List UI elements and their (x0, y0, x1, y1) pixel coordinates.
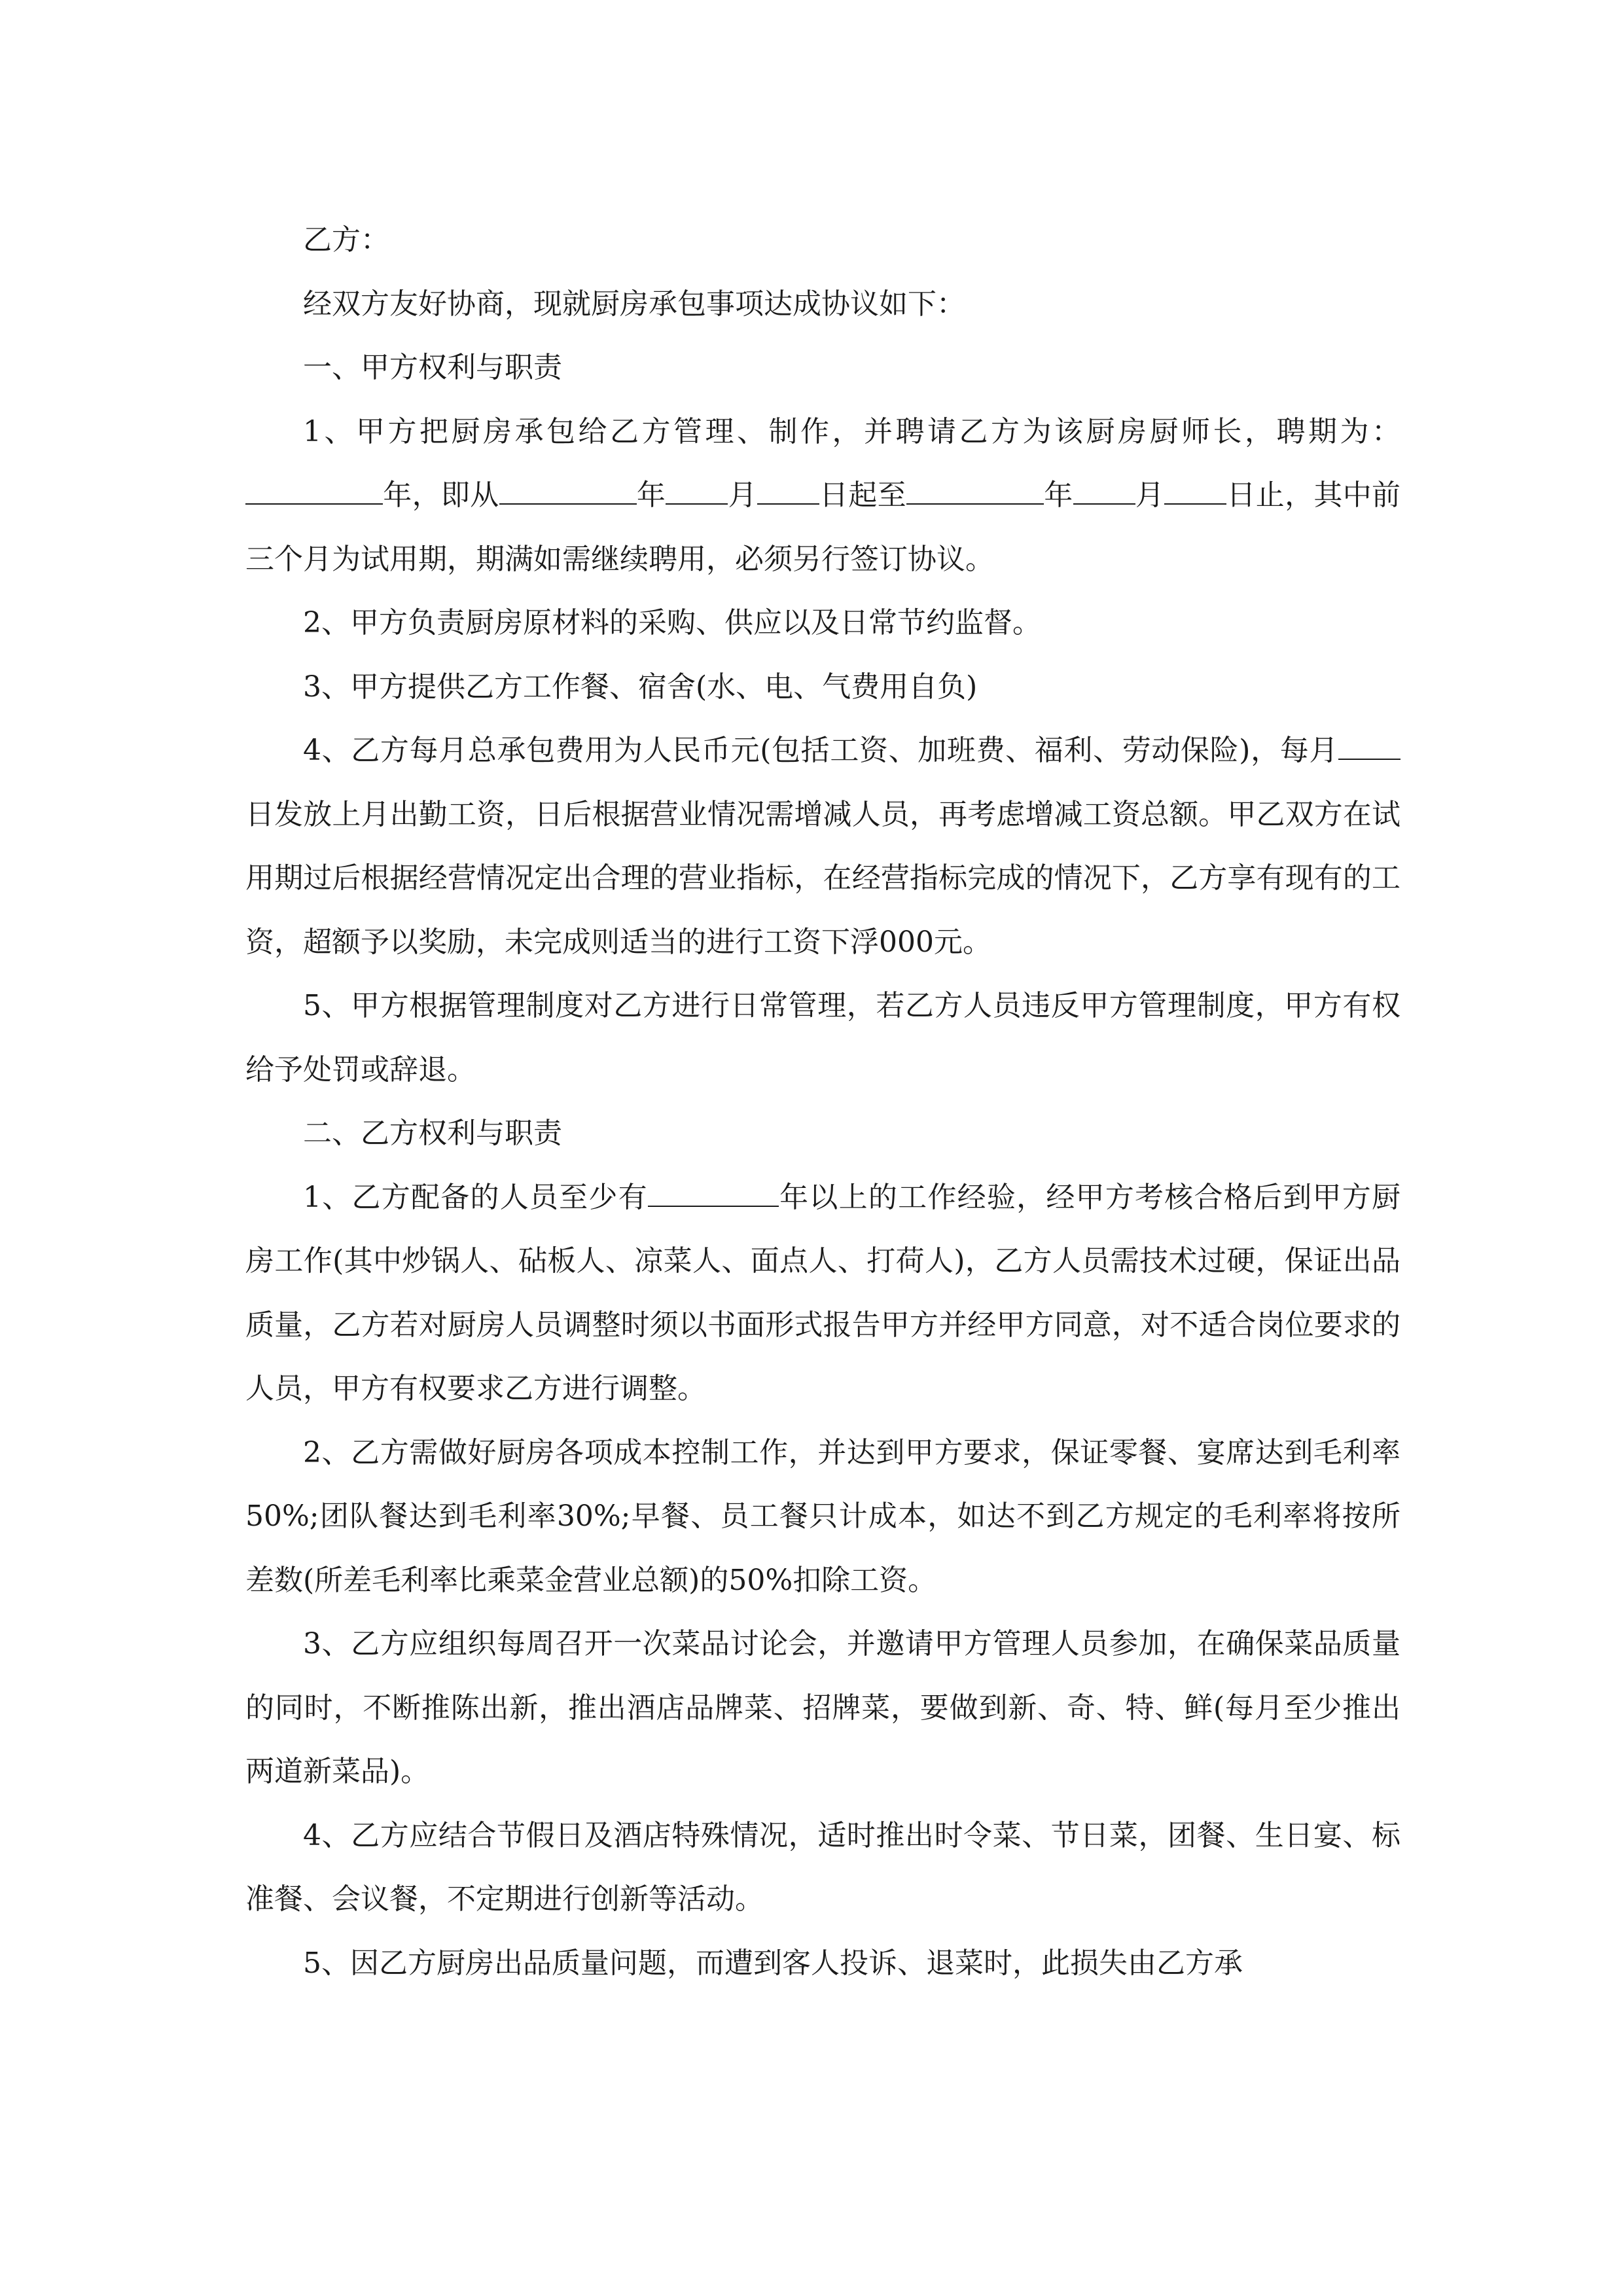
clause-1-4-text-b: 日发放上月出勤工资，日后根据营业情况需增减人员，再考虑增减工资总额。甲乙双方在试用期过后根据经营情况定出合理的营业指标，在经营指标完成的情况下，乙方享有现有的工资，超额予以奖励，未完成则适当的进行工资下浮000元。 (245, 797, 1400, 959)
section-1-heading: 一、甲方权利与职责 (303, 351, 562, 384)
section-2-heading: 二、乙方权利与职责 (303, 1117, 562, 1150)
clause-2-1 (245, 1166, 1400, 1421)
clause-2-1-text-a: 1、乙方配备的人员至少有 (303, 1180, 648, 1214)
clause-1-4-text-a: 4、乙方每月总承包费用为人民币元(包括工资、加班费、福利、劳动保险)，每月 (303, 734, 1338, 767)
clause-1-4 (245, 719, 1400, 974)
clause-2-4: 4、乙方应结合节假日及酒店特殊情况，适时推出时令菜、节日菜，团餐、生日宴、标准餐、会议餐，不定期进行创新等活动。 (245, 1818, 1400, 1916)
blank-term-years[interactable] (245, 476, 383, 505)
clause-2-2: 2、乙方需做好厨房各项成本控制工作，并达到甲方要求，保证零餐、宴席达到毛利率50%;团队餐达到毛利率30%;早餐、员工餐只计成本，如达不到乙方规定的毛利率将按所差数(所差毛利率比乘菜金营业总额)的50%扣除工资。 (245, 1435, 1400, 1597)
blank-start-month[interactable] (666, 476, 728, 505)
document-body (245, 208, 1400, 1995)
clause-2-1-text-b: 年以上的工作经验，经甲方考核合格后到甲方厨房工作(其中炒锅人、砧板人、凉菜人、面点人、打荷人)，乙方人员需技术过硬，保证出品质量，乙方若对厨房人员调整时须以书面形式报告甲方并经甲方同意，对不适合岗位要求的人员，甲方有权要求乙方进行调整。 (245, 1180, 1400, 1405)
clause-1-1-text-f: 年 (1043, 478, 1073, 512)
party-b-label: 乙方： (303, 223, 389, 257)
clause-1-1-text-c: 年 (636, 478, 666, 512)
clause-1-1-text-a: 1、甲方把厨房承包给乙方管理、制作，并聘请乙方为该厨房厨师长，聘期为： (303, 414, 1400, 448)
blank-end-month[interactable] (1073, 476, 1135, 505)
blank-end-year[interactable] (906, 476, 1044, 505)
blank-end-day[interactable] (1164, 476, 1226, 505)
blank-pay-day[interactable] (1338, 731, 1400, 760)
clause-1-1-text-e: 日起至 (819, 478, 906, 512)
clause-1-3: 3、甲方提供乙方工作餐、宿舍(水、电、气费用自负) (303, 670, 978, 704)
clause-2-5: 5、因乙方厨房出品质量问题，而遭到客人投诉、退菜时，此损失由乙方承 (303, 1946, 1243, 1980)
clause-1-5: 5、甲方根据管理制度对乙方进行日常管理，若乙方人员违反甲方管理制度，甲方有权给予处罚或辞退。 (245, 989, 1400, 1086)
clause-2-3: 3、乙方应组织每周召开一次菜品讨论会，并邀请甲方管理人员参加，在确保菜品质量的同时，不断推陈出新，推出酒店品牌菜、招牌菜，要做到新、奇、特、鲜(每月至少推出两道新菜品)。 (245, 1627, 1400, 1788)
intro-paragraph: 经双方友好协商，现就厨房承包事项达成协议如下： (303, 287, 965, 321)
blank-start-year[interactable] (499, 476, 637, 505)
blank-start-day[interactable] (757, 476, 819, 505)
blank-experience-years[interactable] (648, 1178, 779, 1207)
clause-1-1 (245, 400, 1400, 592)
clause-1-1-text-g: 月 (1135, 478, 1165, 512)
clause-1-1-text-b: 年，即从 (383, 478, 499, 512)
clause-1-2: 2、甲方负责厨房原材料的采购、供应以及日常节约监督。 (303, 606, 1041, 639)
clause-1-1-text-h: 日止，其中前三个月为试用期，期满如需继续聘用，必须另行签订协议。 (245, 478, 1401, 576)
clause-1-1-text-d: 月 (728, 478, 757, 512)
